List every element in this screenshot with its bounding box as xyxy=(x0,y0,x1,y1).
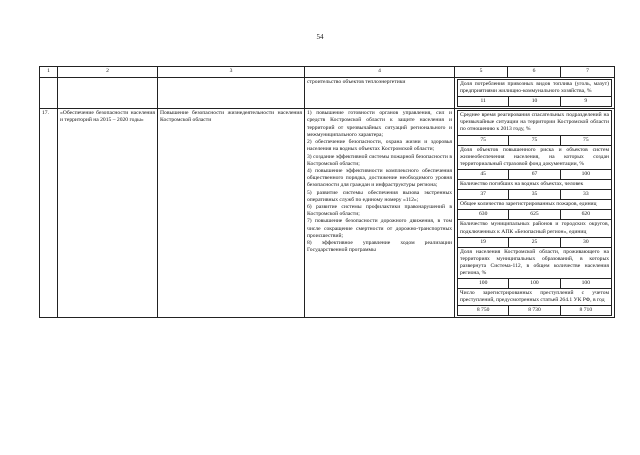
row-number: 17. xyxy=(40,109,58,318)
goal-item: 1) повышение готовности органов управления, сил и средств Костромской области к защите населения и территорий от чрезвычайных ситуаций регионального и межмуниципального характера; xyxy=(307,110,452,138)
goal-item: 8) эффективное управление ходом реализации Государственной программы xyxy=(307,239,452,254)
indicator-value: 8 750 xyxy=(458,306,509,316)
indicator-value: 75 xyxy=(509,135,560,145)
indicator-value: 37 xyxy=(458,190,509,200)
header-cell: 1 xyxy=(40,67,58,78)
indicator-value: 625 xyxy=(509,210,560,220)
indicator-value: 100 xyxy=(560,279,611,289)
header-row xyxy=(40,67,615,78)
indicator-value: 30 xyxy=(560,237,611,247)
indicator-value: 35 xyxy=(509,190,560,200)
indicator-text: Общее количество зарегистрированных пожаров, единиц xyxy=(458,200,612,210)
indicator-text: Доля объектов повышенного риска и объектов систем жизнеобеспечения населения, на которых создан территориальный страховой фонд документации, % xyxy=(458,145,612,169)
program-table xyxy=(39,66,615,318)
indicator-value: 45 xyxy=(458,169,509,179)
indicator-value: 33 xyxy=(560,190,611,200)
indicator-value: 67 xyxy=(509,169,560,179)
indicator-value: 620 xyxy=(560,210,611,220)
goal-item: 4) повышение эффективности комплексного обеспечения общественного порядка, достижение необходимого уровня безопасности для граждан и инфраструктуры региона; xyxy=(307,167,452,189)
indicator-text: Количество погибших на водных объектах, человек xyxy=(458,180,612,190)
indicator-text: Доля потребления привозных видов топлива (уголь, мазут) предприятиями жилищно-коммунального хозяйства, % xyxy=(458,80,612,97)
continuation-row xyxy=(40,78,615,109)
indicator-value: 75 xyxy=(458,135,509,145)
indicator-value: 100 xyxy=(560,169,611,179)
indicator-value: 9 xyxy=(560,97,611,107)
indicator-value: 100 xyxy=(509,279,560,289)
header-cell: 3 xyxy=(158,67,305,78)
goal-item: 5) развитие системы обеспечения вызова экстренных оперативных служб по единому номеру «112»; xyxy=(307,189,452,203)
program-goals xyxy=(305,109,455,318)
indicator-value: 25 xyxy=(509,237,560,247)
indicator-value: 630 xyxy=(458,210,509,220)
indicator-text: Количество муниципальных районов и городских округов, подключенных к АПК «Безопасный регион», единиц xyxy=(458,220,612,237)
indicator-value: 11 xyxy=(458,97,509,107)
header-cell: 7 xyxy=(561,67,615,78)
indicator-value: 19 xyxy=(458,237,509,247)
indicator-value: 100 xyxy=(458,279,509,289)
indicator-text: Доля населения Костромской области, проживающего на территориях муниципальных образований, в которых развернута Система-112, в общем количестве населения региона, % xyxy=(458,247,612,278)
goal-item: 6) развитие системы профилактики правонарушений в Костромской области; xyxy=(307,203,452,218)
indicator-value: 75 xyxy=(560,135,611,145)
program-area: Повышение безопасности жизнедеятельности населения Костромской области xyxy=(158,109,305,318)
indicator-block xyxy=(457,79,612,107)
goal-item: 3) создание эффективной системы пожарной безопасности в Костромской области; xyxy=(307,153,452,167)
header-cell: 6 xyxy=(508,67,561,78)
goal-item: 2) обеспечение безопасности, охрана жизни и здоровья населения на водных объектах Костромской области; xyxy=(307,139,452,153)
indicators-table xyxy=(457,110,612,316)
program-row xyxy=(40,109,615,318)
indicator-value: 8 730 xyxy=(509,306,560,316)
goal-item: 7) повышение безопасности дорожного движения, в том числе сокращение смертности от дорожно-транспортных происшествий; xyxy=(307,218,452,239)
goal-continuation: строительство объектов теплоэнергетики xyxy=(305,78,455,109)
indicator-text: Число зарегистрированных преступлений с учетом преступлений, предусмотренных статьей 264.1 УК РФ, в год xyxy=(458,289,612,306)
indicator-value: 10 xyxy=(509,97,560,107)
indicator-value: 8 710 xyxy=(560,306,611,316)
program-name: «Обеспечение безопасности населения и территорий на 2015 – 2020 годы» xyxy=(58,109,158,318)
header-cell: 5 xyxy=(455,67,508,78)
header-cell: 4 xyxy=(305,67,455,78)
indicator-text: Среднее время реагирования спасательных подразделений на чрезвычайные ситуации на территории Костромской области по отношению к 2013 году, % xyxy=(458,111,612,135)
page-number: 54 xyxy=(316,33,324,41)
header-cell: 2 xyxy=(58,67,158,78)
